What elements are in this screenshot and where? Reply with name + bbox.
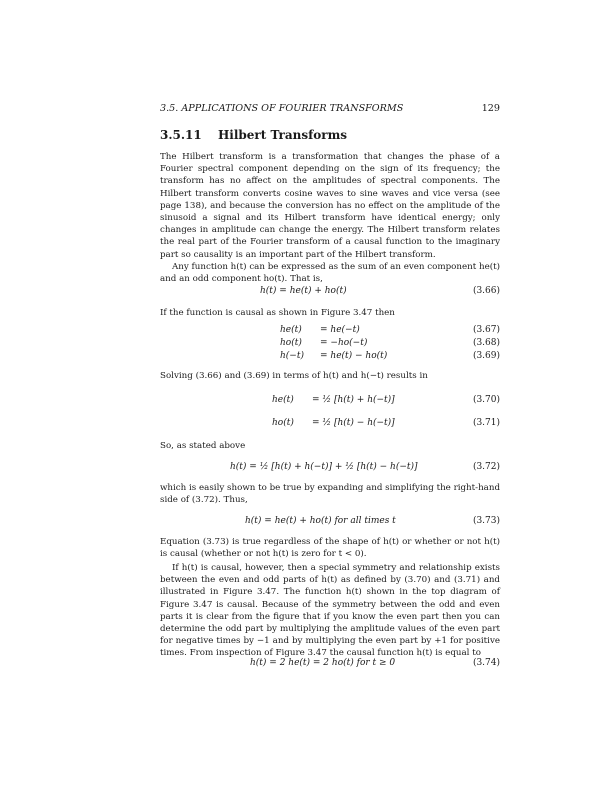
- equation-3-69: [160, 351, 500, 365]
- paragraph-text: The Hilbert transform is a transformation that changes the phase of a Fourier spectral component depending on the sign of its frequency; the transform has no affect on the amplitudes of spectral components. The Hilbert transform converts cosine waves to sine waves and vice versa (see page 138), and because the conversion has no effect on the amplitude of the sinusoid a signal and its Hilbert transform have identical energy; only changes in amplitude can change the energy. The Hilbert transform relates the real part of the Fourier transform of a causal function to the imaginary part so causality is an important part of the Hilbert transform.: [160, 152, 500, 260]
- equation-3-68: [160, 338, 500, 352]
- equation-rhs: = ½ [h(t) + h(−t)]: [312, 395, 395, 405]
- equation-rhs: = he(−t): [320, 325, 360, 335]
- equation-3-70: [160, 395, 500, 409]
- paragraph-text: Equation (3.73) is true regardless of the shape of h(t) or whether or not h(t) is causal (whether or not h(t) is zero for t < 0).: [160, 537, 500, 560]
- paragraph-regardless: [160, 536, 500, 560]
- equation-number: (3.72): [472, 462, 500, 472]
- equation-3-74: [160, 658, 500, 672]
- equation-lhs: h(−t): [280, 351, 304, 361]
- paragraph-text: Any function h(t) can be expressed as the sum of an even component he(t) and an odd component ho(t). That is,: [160, 262, 500, 285]
- equation-lhs: ho(t): [272, 418, 294, 428]
- equation-3-72: [160, 462, 500, 476]
- section-title: Hilbert Transforms: [217, 128, 348, 142]
- equation-body: h(t) = ½ [h(t) + h(−t)] + ½ [h(t) − h(−t)]: [230, 462, 418, 472]
- equation-rhs: = he(t) − ho(t): [320, 351, 388, 361]
- equation-body: h(t) = he(t) + ho(t): [260, 286, 347, 296]
- equation-rhs: = −ho(−t): [320, 338, 368, 348]
- equation-3-66: [160, 286, 500, 300]
- equation-number: (3.66): [472, 286, 500, 296]
- equation-number: (3.74): [472, 658, 500, 668]
- running-title: 3.5. APPLICATIONS OF FOURIER TRANSFORMS: [160, 103, 404, 114]
- paragraph-expanding: [160, 482, 500, 506]
- section-heading: [160, 128, 347, 142]
- paragraph-decomposition: [160, 261, 500, 285]
- paragraph-intro: [160, 151, 500, 261]
- equation-number: (3.69): [472, 351, 500, 361]
- paragraph-text: which is easily shown to be true by expanding and simplifying the right-hand side of (3.72). Thus,: [160, 483, 501, 506]
- paragraph-text: If h(t) is causal, however, then a special symmetry and relationship exists between the even and odd parts of h(t) as defined by (3.70) and (3.71) and illustrated in Figure 3.47. The function h(t) shown in the top diagram of Figure 3.47 is causal. Because of the symmetry between the odd and even parts it is clear from the figure that if you know the even part then you can determine the odd part by multiplying the amplitude values of the even part for negative times by −1 and by multiplying the even part by +1 for positive times. From inspection of Figure 3.47 the causal function h(t) is equal to: [160, 563, 500, 659]
- section-number: 3.5.11: [160, 128, 202, 142]
- paragraph-stated-above: [160, 440, 500, 452]
- equation-number: (3.70): [472, 395, 500, 405]
- equation-3-71: [160, 418, 500, 432]
- equation-number: (3.73): [472, 516, 500, 526]
- equation-number: (3.71): [472, 418, 500, 428]
- equation-number: (3.68): [472, 338, 500, 348]
- equation-lhs: he(t): [280, 325, 302, 335]
- equation-3-67: [160, 325, 500, 339]
- paragraph-symmetry: [160, 562, 500, 660]
- paragraph-text: Solving (3.66) and (3.69) in terms of h(t) and h(−t) results in: [160, 371, 428, 381]
- paragraph-solving: [160, 370, 500, 382]
- equation-lhs: ho(t): [280, 338, 302, 348]
- equation-number: (3.67): [472, 325, 500, 335]
- equation-body: h(t) = 2 he(t) = 2 ho(t) for t ≥ 0: [250, 658, 396, 668]
- equation-lhs: he(t): [272, 395, 294, 405]
- equation-body: h(t) = he(t) + ho(t) for all times t: [245, 516, 396, 526]
- paragraph-text: So, as stated above: [160, 441, 246, 451]
- paragraph-text: If the function is causal as shown in Figure 3.47 then: [160, 308, 395, 318]
- equation-rhs: = ½ [h(t) − h(−t)]: [312, 418, 395, 428]
- running-header: [160, 103, 500, 117]
- paragraph-causal: [160, 307, 500, 319]
- page-number: 129: [481, 103, 500, 114]
- equation-3-73: [160, 516, 500, 530]
